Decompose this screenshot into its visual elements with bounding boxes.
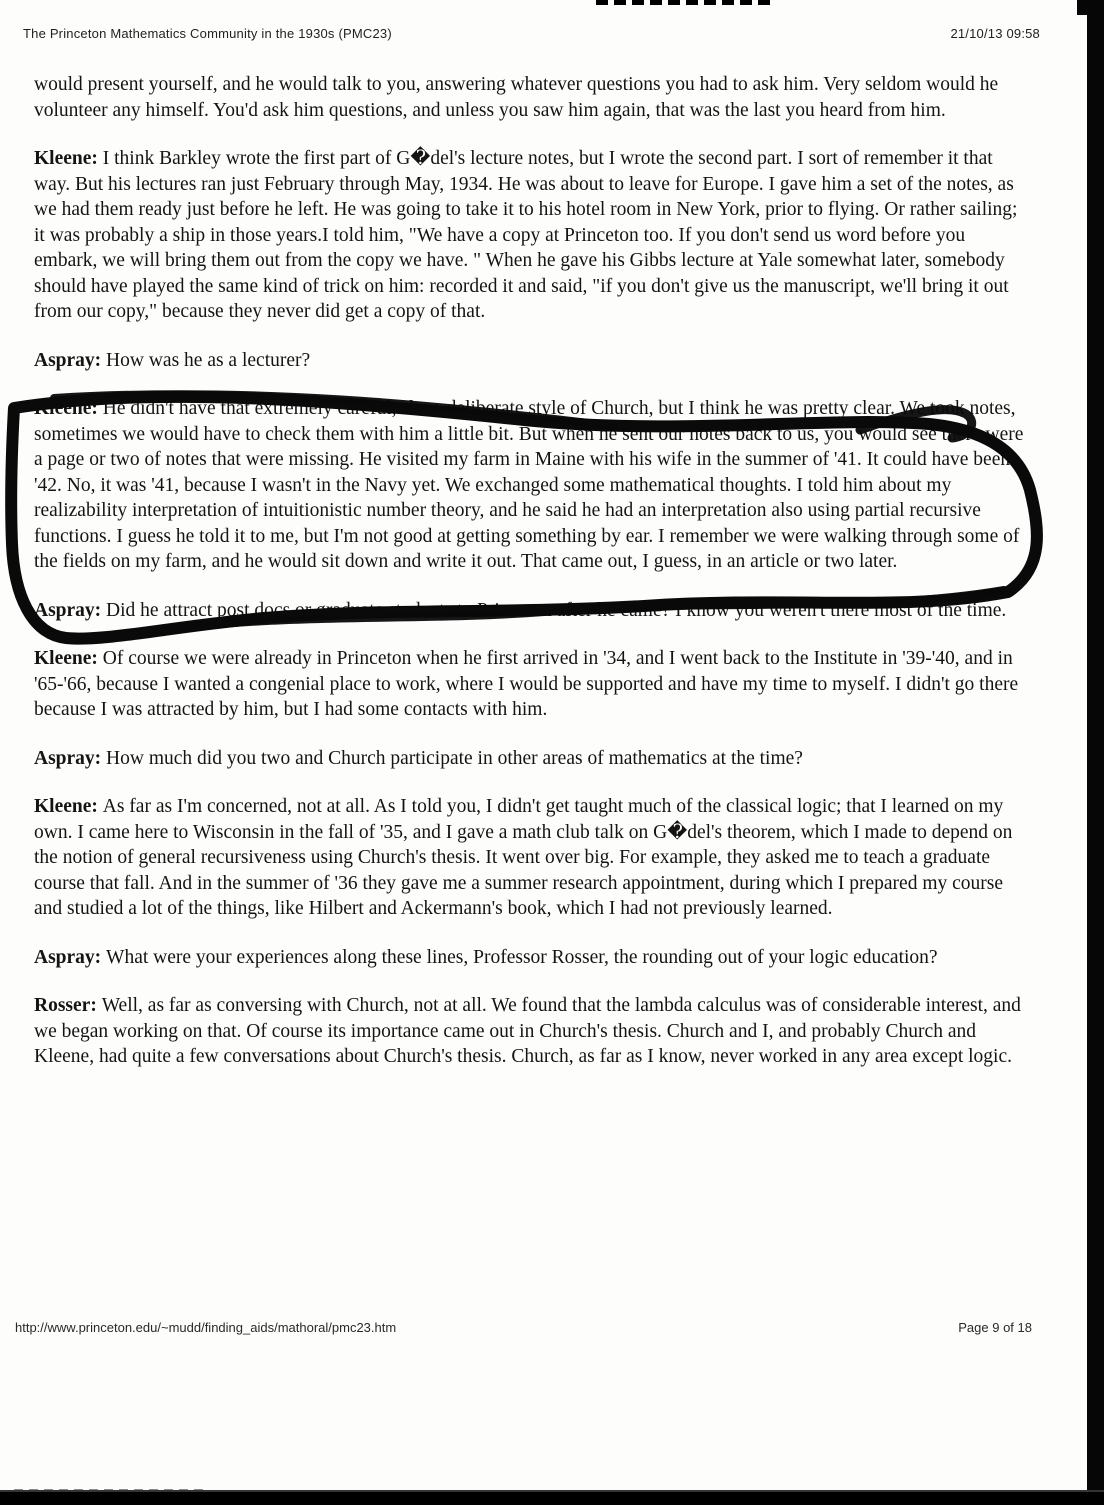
transcript-paragraph	[34, 72, 1026, 123]
transcript-paragraph	[34, 348, 1026, 374]
transcript-paragraph	[34, 794, 1026, 922]
print-header	[23, 26, 1040, 41]
transcript-paragraph	[34, 945, 1026, 971]
paragraph-text: Did he attract post docs or graduate students to Princeton after he came? I know you weren't there most of the time.	[106, 599, 1007, 621]
speaker-label: Kleene:	[34, 796, 98, 817]
paragraph-text: Of course we were already in Princeton when he first arrived in '34, and I went back to the Institute in '39-'40, and in '65-'66, because I wanted a congenial place to work, where I would be supported and have my time to myself. I didn't go there because I was attracted by him, but I had some contacts with him.	[34, 648, 1019, 720]
footer-url: http://www.princeton.edu/~mudd/finding_aids/mathoral/pmc23.htm	[15, 1320, 397, 1335]
paragraph-text: How much did you two and Church participate in other areas of mathematics at the time?	[106, 747, 803, 769]
speaker-label: Aspray:	[34, 349, 102, 371]
speaker-label: Aspray:	[34, 599, 102, 621]
paragraph-text: He didn't have that extremely careful, slow, deliberate style of Church, but I think he was pretty clear. We took notes, sometimes we would have to check them with him a little bit. But when he sent our notes back to us, you would see there were a page or two of notes that were missing. He visited my farm in Maine with his wife in the summer of '41. It could have been '42. No, it was '41, because I wasn't in the Navy yet. We exchanged some mathematical thoughts. I told him about my realizability interpretation of intuitionistic number theory, and he said he had an interpretation also using partial recursive functions. I guess he told it to me, but I'm not good at getting something by ear. I remember we were walking through some of the fields on my farm, and he would sit down and write it out. That came out, I guess, in an article or two later.	[34, 398, 1024, 572]
speaker-label: Aspray:	[34, 946, 102, 968]
transcript-paragraph-circled	[34, 396, 1026, 575]
paragraph-text: I think Barkley wrote the first part of G�del's lecture notes, but I wrote the second part. I sort of remember it that way. But his lectures ran just February through May, 1934. He was about to leave for Europe. I gave him a set of the notes, as we had them ready just before he left. He was going to take it to his hotel room in New York, prior to flying. Or rather sailing; it was probably a ship in those years.I told him, "We have a copy at Princeton too. If you don't send us word before you embark, we will bring them out from the copy we have. " When he gave his Gibbs lecture at Yale somewhat later, somebody should have played the same kind of trick on him: recorded it and said, "if you don't give us the manuscript, we'll bring it out from our copy," because they never did get a copy of that.	[34, 148, 1018, 322]
paragraph-text: Well, as far as conversing with Church, not at all. We found that the lambda calculus was of considerable interest, and we began working on that. Of course its importance came out in Church's thesis. Church and I, and probably Church and Kleene, had quite a few conversations about Church's thesis. Church, as far as I know, never worked in any area except logic.	[34, 995, 1021, 1067]
speaker-label: Rosser:	[34, 995, 97, 1016]
speaker-label: Kleene:	[34, 148, 98, 169]
scan-artifact-top-right-corner	[1077, 0, 1104, 15]
scan-artifact-top-dashes	[596, 0, 776, 5]
paragraph-text: How was he as a lecturer?	[106, 349, 311, 371]
scan-artifact-right-edge-bar	[1087, 0, 1104, 1505]
transcript-paragraph	[34, 993, 1026, 1070]
transcript-paragraph	[34, 746, 1026, 772]
speaker-label: Kleene:	[34, 398, 98, 419]
speaker-label: Aspray:	[34, 747, 102, 769]
transcript-paragraph	[34, 646, 1026, 723]
paragraph-text: What were your experiences along these lines, Professor Rosser, the rounding out of your logic education?	[106, 946, 938, 968]
page-number-label: Page 9 of 18	[958, 1320, 1032, 1335]
transcript-paragraph	[34, 146, 1026, 325]
transcript-body	[34, 72, 1026, 1093]
transcript-paragraph	[34, 598, 1026, 624]
paragraph-text: would present yourself, and he would talk to you, answering whatever questions you had to ask him. Very seldom would he volunteer any himself. You'd ask him questions, and unless you saw him again, that was the last you heard from him.	[34, 74, 999, 121]
document-title: The Princeton Mathematics Community in the 1930s (PMC23)	[23, 26, 392, 41]
scan-artifact-bottom-bar	[0, 1490, 1104, 1505]
print-footer	[15, 1320, 1032, 1335]
speaker-label: Kleene:	[34, 648, 98, 669]
print-timestamp: 21/10/13 09:58	[950, 26, 1040, 41]
paragraph-text: As far as I'm concerned, not at all. As I told you, I didn't get taught much of the classical logic; that I learned on my own. I came here to Wisconsin in the fall of '35, and I gave a math club talk on G�del's theorem, which I made to depend on the notion of general recursiveness using Church's thesis. It went over big. For example, they asked me to teach a graduate course that fall. And in the summer of '36 they gave me a summer research appointment, during which I prepared my course and studied a lot of the things, like Hilbert and Ackermann's book, which I had not previously learned.	[34, 796, 1013, 919]
